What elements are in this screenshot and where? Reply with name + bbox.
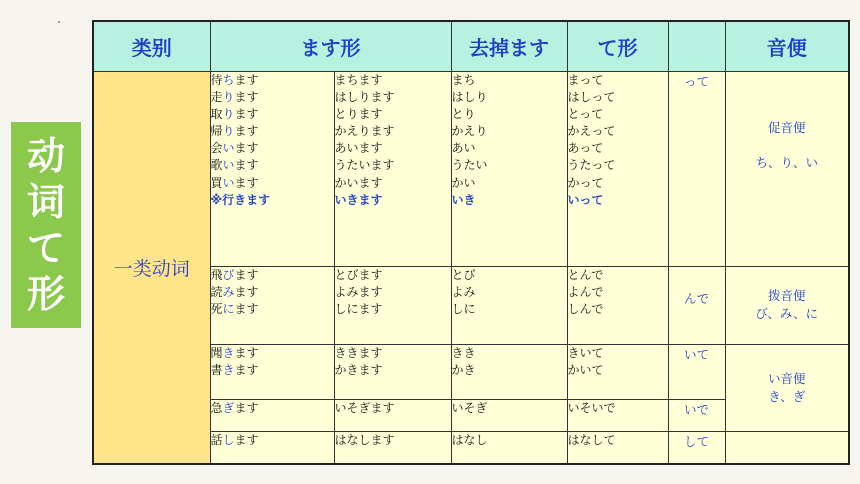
onbin-kana: ち、り、い (755, 154, 818, 170)
highlighted-kana: し (222, 432, 235, 447)
header-row (93, 21, 849, 71)
te-word: はなして (567, 432, 616, 447)
stem-word: いそぎ (451, 400, 488, 415)
te-word: いって (567, 192, 604, 207)
masu-form-word (211, 140, 334, 157)
masu-form-cell (210, 344, 334, 399)
stem-cell (451, 266, 567, 344)
header-te-form: て形 (567, 21, 668, 71)
header-onbin: 音便 (725, 21, 849, 71)
word-part: ます (234, 267, 259, 282)
highlighted-kana: い (222, 158, 235, 173)
stem-cell (451, 344, 567, 399)
te-word: いそいで (567, 400, 616, 415)
onbin-cell (725, 71, 849, 266)
kana-word: はなします (334, 432, 395, 447)
onbin-cell-empty (725, 431, 849, 464)
te-word: とんで (567, 267, 604, 282)
stem-word: しに (451, 301, 476, 316)
word-part: 読 (210, 284, 223, 299)
onbin-type: 拨音便 (767, 288, 806, 303)
onbin-type: い音便 (767, 370, 806, 386)
te-word: うたって (567, 158, 616, 173)
masu-form-word (211, 267, 334, 284)
stem-word: うたい (451, 158, 488, 173)
masu-form-word (211, 123, 334, 140)
te-form-cell (567, 431, 668, 464)
highlighted-kana: き (222, 362, 235, 377)
te-word: かって (567, 175, 604, 190)
word-part: ます (234, 284, 259, 299)
header-masu-form: ます形 (210, 21, 451, 71)
masu-form-cell (210, 399, 334, 431)
te-word: しんで (567, 301, 604, 316)
highlighted-kana: ち (222, 72, 235, 87)
te-form-cell (567, 399, 668, 431)
masu-form-cell (210, 431, 334, 464)
word-part: 飛 (210, 267, 223, 282)
te-ending-cell: して (668, 431, 725, 464)
masu-kana-cell (334, 71, 451, 266)
masu-form-word (211, 106, 334, 123)
side-title-char: て (26, 226, 65, 270)
te-ending-cell: んで (668, 266, 725, 344)
te-form-cell (567, 71, 668, 266)
te-word: かえって (567, 124, 616, 139)
masu-form-word (211, 157, 334, 174)
kana-word: かえります (334, 124, 395, 139)
te-word: かいて (567, 362, 604, 377)
te-form-cell (567, 266, 668, 344)
kana-word: まちます (334, 72, 383, 87)
masu-form-word (211, 432, 334, 449)
word-part: ます (234, 106, 259, 121)
word-part: ます (234, 72, 259, 87)
stem-word: いき (451, 192, 476, 207)
masu-kana-cell (334, 344, 451, 399)
header-blank (668, 21, 725, 71)
stem-word: かい (451, 175, 476, 190)
te-word: よんで (567, 284, 604, 299)
word-part: ます (234, 432, 259, 447)
word-part: ます (234, 301, 259, 316)
te-word: きいて (567, 345, 604, 360)
header-category: 类别 (93, 21, 210, 71)
masu-kana-cell (334, 399, 451, 431)
highlighted-kana: り (222, 124, 235, 139)
side-title-banner (11, 122, 81, 328)
te-ending-cell: いて (668, 344, 725, 399)
word-part: ます (234, 124, 259, 139)
masu-form-cell (210, 266, 334, 344)
stem-cell (451, 431, 567, 464)
highlighted-kana: び (222, 267, 235, 282)
highlighted-kana: み (222, 284, 235, 299)
kana-word: いきます (334, 192, 383, 207)
highlighted-kana: り (222, 106, 235, 121)
masu-form-word (211, 301, 334, 318)
masu-form-word (211, 192, 334, 209)
kana-word: とびます (334, 267, 383, 282)
stem-word: とり (451, 106, 476, 121)
table-row (93, 71, 849, 266)
kana-word: しにます (334, 301, 383, 316)
side-title-char: 词 (26, 180, 65, 224)
masu-form-word (211, 175, 334, 192)
highlighted-kana: い (222, 141, 235, 156)
stem-cell (451, 71, 567, 266)
word-part: 書 (210, 362, 223, 377)
kana-word: うたいます (334, 158, 395, 173)
onbin-kana: き、ぎ (768, 388, 806, 404)
word-part: 死 (210, 301, 223, 316)
word-part: ます (234, 175, 259, 190)
highlighted-kana: り (222, 89, 235, 104)
stem-word: かえり (451, 124, 488, 139)
stem-word: あい (451, 141, 476, 156)
word-part: 急 (210, 400, 223, 415)
highlighted-kana: に (222, 301, 235, 316)
stem-word: はなし (451, 432, 488, 447)
masu-form-word (211, 89, 334, 106)
te-form-conjugation-table (92, 20, 850, 465)
kana-word: かきます (334, 362, 383, 377)
masu-form-word (211, 345, 334, 362)
kana-word: かいます (334, 175, 383, 190)
word-part: 歌 (210, 158, 223, 173)
kana-word: ききます (334, 345, 383, 360)
word-part: ます (234, 158, 259, 173)
te-ending-cell: いで (668, 399, 725, 431)
te-form-cell (567, 344, 668, 399)
word-part: 帰 (210, 124, 223, 139)
onbin-cell (725, 266, 849, 344)
word-part: 会 (210, 141, 223, 156)
onbin-cell (725, 344, 849, 431)
word-part: 話 (210, 432, 223, 447)
word-part: 取 (210, 106, 223, 121)
decorative-dot (58, 21, 60, 23)
word-part: ます (234, 89, 259, 104)
word-part: 聞 (210, 345, 223, 360)
stem-word: とび (451, 267, 476, 282)
side-title-char: 形 (26, 272, 65, 316)
word-part: ます (234, 141, 259, 156)
kana-word: いそぎます (334, 400, 395, 415)
side-title-char: 动 (26, 134, 65, 178)
masu-form-word (211, 362, 334, 379)
masu-form-word (211, 400, 334, 417)
te-ending-cell: って (668, 71, 725, 266)
word-part: 走 (210, 89, 223, 104)
word-part: 待 (210, 72, 223, 87)
kana-word: はしります (334, 89, 395, 104)
masu-kana-cell (334, 266, 451, 344)
highlighted-kana: ぎ (222, 400, 235, 415)
stem-word: かき (451, 362, 476, 377)
word-part: 買 (210, 175, 223, 190)
highlighted-kana: い (222, 175, 235, 190)
word-part: ます (234, 345, 259, 360)
kana-word: あいます (334, 141, 383, 156)
te-word: まって (567, 72, 604, 87)
te-word: あって (567, 141, 604, 156)
onbin-kana: び、み、に (755, 306, 819, 321)
te-word: はしって (567, 89, 616, 104)
stem-cell (451, 399, 567, 431)
stem-word: まち (451, 72, 476, 87)
masu-form-word (211, 284, 334, 301)
category-cell: 一类动词 (93, 71, 210, 464)
highlighted-kana: き (222, 345, 235, 360)
header-remove-masu: 去掉ます (451, 21, 567, 71)
masu-form-word (211, 72, 334, 89)
masu-form-cell (210, 71, 334, 266)
stem-word: よみ (451, 284, 476, 299)
word-part: ※行きます (210, 192, 271, 207)
kana-word: とります (334, 106, 383, 121)
word-part: ます (234, 400, 259, 415)
kana-word: よみます (334, 284, 383, 299)
stem-word: きき (451, 345, 476, 360)
onbin-type: 促音便 (767, 119, 806, 135)
te-word: とって (567, 106, 604, 121)
masu-kana-cell (334, 431, 451, 464)
word-part: ます (234, 362, 259, 377)
stem-word: はしり (451, 89, 488, 104)
